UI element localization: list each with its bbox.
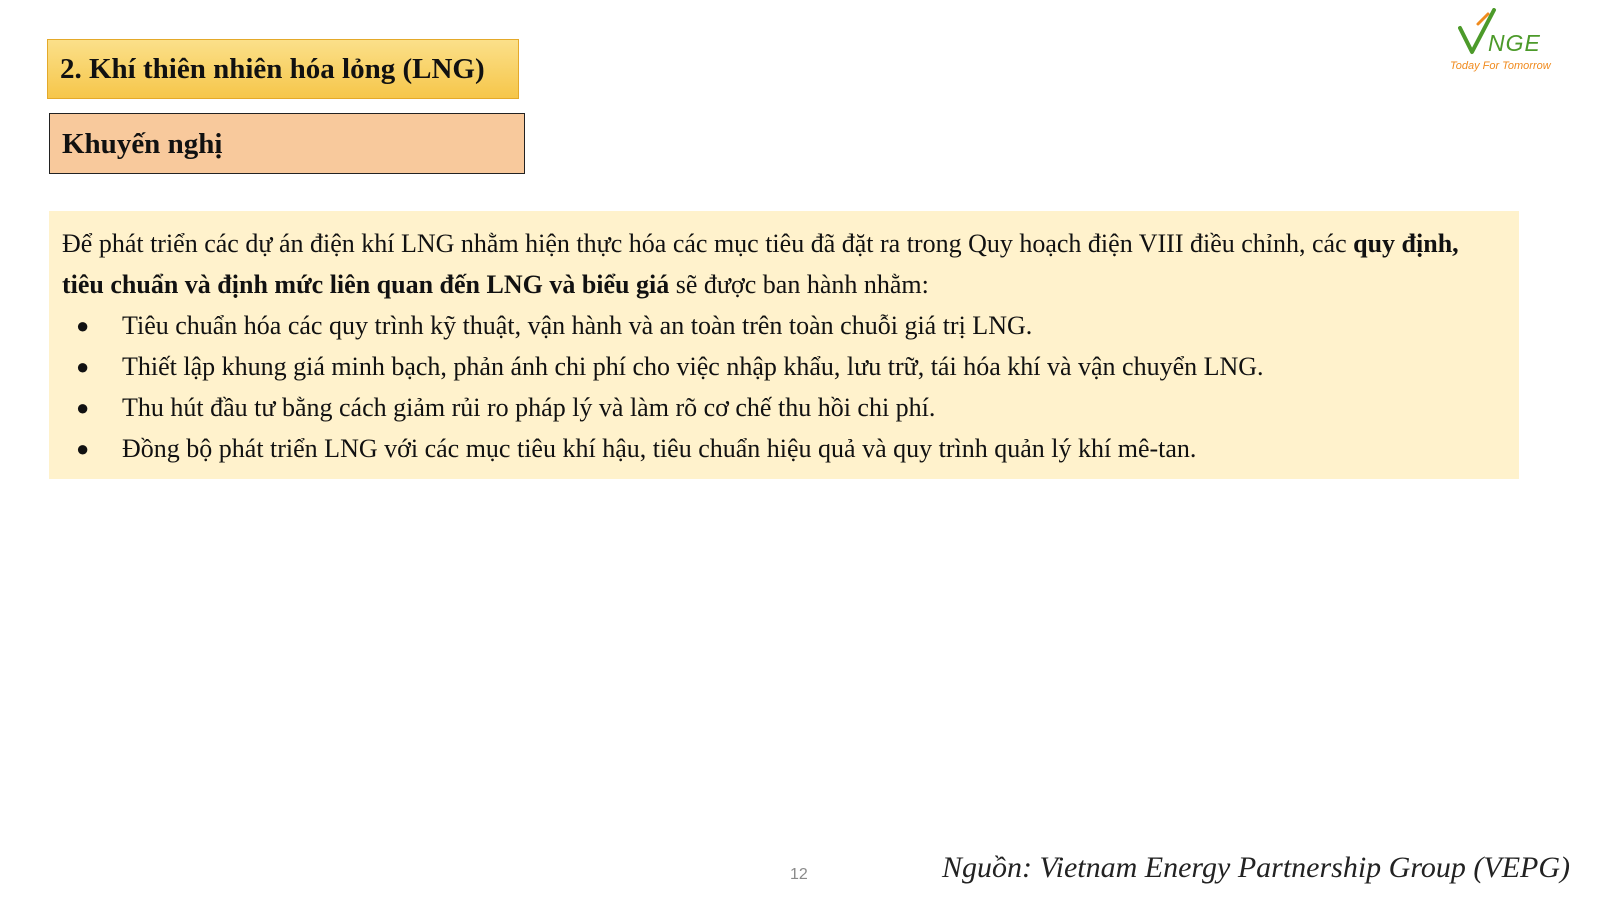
intro-bold-text: quy định, tiêu chuẩn và định mức liên quan đến LNG và biểu giá	[62, 229, 1459, 299]
intro-text-start: Để phát triển các dự án điện khí LNG nhằm hiện thực hóa các mục tiêu đã đặt ra trong Quy hoạch điện VIII điều chỉnh, các	[62, 229, 1354, 258]
intro-paragraph	[62, 223, 1506, 305]
bullet-icon: ●	[76, 395, 90, 420]
list-item-text: Thu hút đầu tư bằng cách giảm rủi ro pháp lý và làm rõ cơ chế thu hồi chi phí.	[122, 393, 936, 422]
list-item-text: Đồng bộ phát triển LNG với các mục tiêu khí hậu, tiêu chuẩn hiệu quả và quy trình quản lý khí mê-tan.	[122, 434, 1197, 463]
list-item	[62, 346, 1506, 387]
recommendation-heading: Khuyến nghị	[49, 113, 525, 174]
list-item-text: Tiêu chuẩn hóa các quy trình kỹ thuật, vận hành và an toàn trên toàn chuỗi giá trị LNG.	[122, 311, 1033, 340]
logo-tagline: Today For Tomorrow	[1450, 60, 1551, 72]
bullet-icon: ●	[76, 436, 90, 461]
bullet-icon: ●	[76, 313, 90, 338]
section-title: 2. Khí thiên nhiên hóa lỏng (LNG)	[47, 39, 519, 99]
list-item	[62, 387, 1506, 428]
logo-text: NGE	[1488, 30, 1541, 56]
company-logo	[1440, 8, 1590, 78]
bullet-icon: ●	[76, 354, 90, 379]
page-number: 12	[790, 866, 808, 883]
recommendation-list	[62, 305, 1506, 469]
list-item-text: Thiết lập khung giá minh bạch, phản ánh chi phí cho việc nhập khẩu, lưu trữ, tái hóa khí và vận chuyển LNG.	[122, 352, 1264, 381]
list-item	[62, 428, 1506, 469]
recommendation-content	[49, 211, 1519, 479]
source-citation: Nguồn: Vietnam Energy Partnership Group (VEPG)	[942, 851, 1570, 884]
intro-text-end: sẽ được ban hành nhằm:	[669, 270, 929, 299]
list-item	[62, 305, 1506, 346]
